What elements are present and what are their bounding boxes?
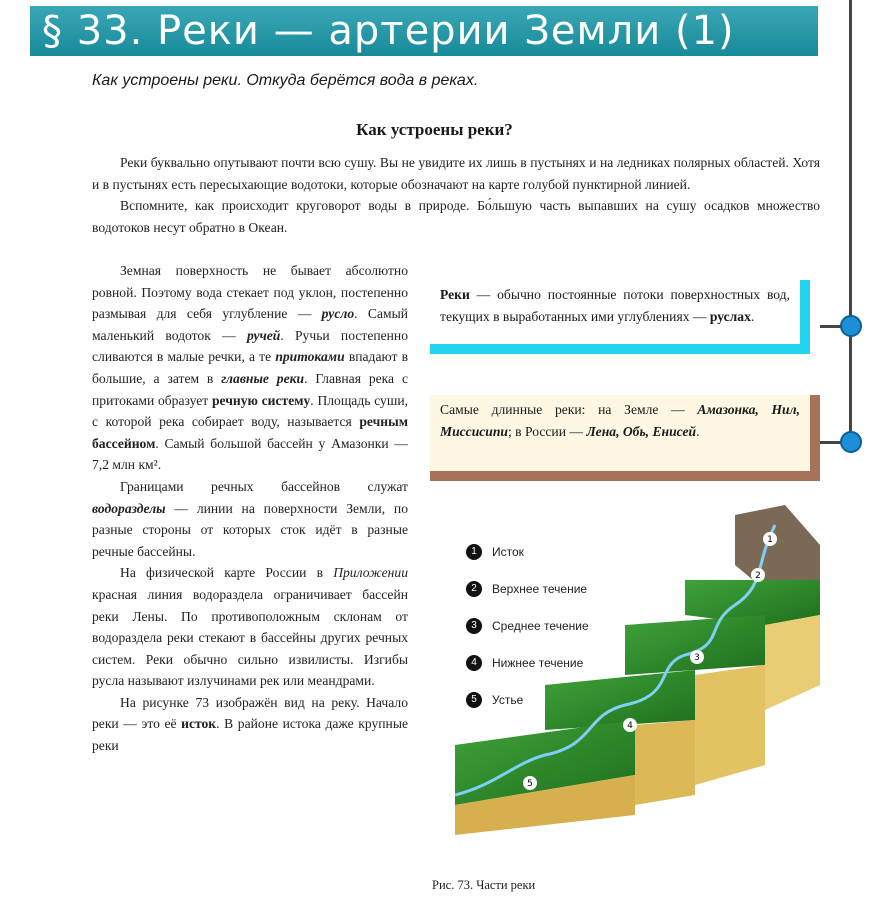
term: русло	[321, 306, 355, 322]
chapter-header-band	[30, 6, 818, 56]
russia-rivers: Лена, Обь, Енисей	[586, 423, 697, 439]
intro-text	[92, 152, 820, 238]
paragraph: Реки буквально опутывают почти всю сушу. Вы не увидите их лишь в пустынях и на ледниках полярных областей. Хотя и в пустынях есть пересыхающие водотоки, которые обозначают на карте голубой пунктирной линией.	[92, 155, 820, 192]
term: водоразделы	[92, 500, 166, 516]
legend-item: 2 Верхнее течение	[466, 570, 589, 607]
paragraph: Вспомните, как происходит круговорот воды в природе. Бо́льшую часть выпавших на сушу осадков множество водотоков несут обратно в Океан.	[92, 198, 820, 235]
mountain-shape	[735, 505, 820, 590]
definition-box: Реки — обычно постоянные потоки поверхностных вод, текущих в выработанных ими углублениях — руслах.	[430, 280, 810, 354]
main-column-text	[92, 260, 408, 757]
definition-term: руслах	[709, 308, 751, 324]
block-side	[695, 665, 765, 785]
block-side	[765, 615, 820, 710]
legend-item: 3 Среднее течение	[466, 607, 589, 644]
term: главные реки	[221, 370, 305, 386]
legend-item: 1 Исток	[466, 533, 589, 570]
term: исток	[181, 716, 217, 732]
paragraph: На рисунке 73 изображён вид на реку. Начало реки — это её исток. В районе истока даже крупные реки	[92, 694, 409, 754]
figure-legend	[466, 533, 589, 718]
connector-dot	[840, 315, 862, 337]
legend-item: 4 Нижнее течение	[466, 644, 589, 681]
lesson-subtitle: Как устроены реки. Откуда берётся вода в реках.	[92, 72, 479, 89]
longest-rivers-box: Самые длинные реки: на Земле — Амазонка, Нил, Миссисипи; в России — Лена, Обь, Енисей.	[430, 395, 820, 481]
term: ручей	[246, 327, 281, 343]
figure-caption: Рис. 73. Части реки	[432, 878, 536, 892]
block-side	[635, 720, 695, 805]
chapter-title: § 33. Реки — артерии Земли (1)	[42, 8, 735, 54]
paragraph: На физической карте России в Приложении красная линия водораздела ограничивает бассейн реки Лены. По противоположным склонам от водораздела реки стекают в бассейны других речных систем. Реки обычно сильно извилисты. Изгибы русла называют излучинами рек или меандрами.	[92, 565, 408, 689]
section-heading: Как устроены реки?	[356, 120, 513, 139]
term: Приложении	[333, 565, 408, 581]
svg-text:3: 3	[694, 653, 700, 663]
svg-text:2: 2	[755, 571, 761, 581]
definition-term: Реки	[440, 287, 470, 302]
svg-text:4: 4	[627, 721, 633, 731]
paragraph: Границами речных бассейнов служат водоразделы — линии на поверхности Земли, по разные стороны от которых сток идёт в разные речные бассейны.	[92, 478, 408, 559]
svg-text:5: 5	[527, 779, 533, 789]
paragraph: Земная поверхность не бывает абсолютно ровной. Поэтому вода стекает под уклон, постепенно размывая для себя углубление — русло. Самый маленький водоток — ручей. Ручьи постепенно сливаются в малые речки, а те притоками впадают в большие, а затем в главные реки. Главная река с притоками образует речную систему. Площадь суши, с которой река собирает воду, называется речным бассейном. Самый большой бассейн у Амазонки — 7,2 млн км².	[92, 263, 409, 473]
legend-item: 5 Устье	[466, 681, 589, 718]
side-rule	[849, 0, 852, 445]
term: притоками	[275, 349, 345, 365]
middle-reach-surface	[625, 615, 765, 675]
svg-text:1: 1	[767, 535, 773, 545]
term: речную систему	[211, 392, 311, 408]
connector-dot	[840, 431, 862, 453]
world-rivers: Амазонка, Нил, Миссисипи	[440, 402, 800, 439]
term: речным бассейном	[92, 414, 408, 451]
